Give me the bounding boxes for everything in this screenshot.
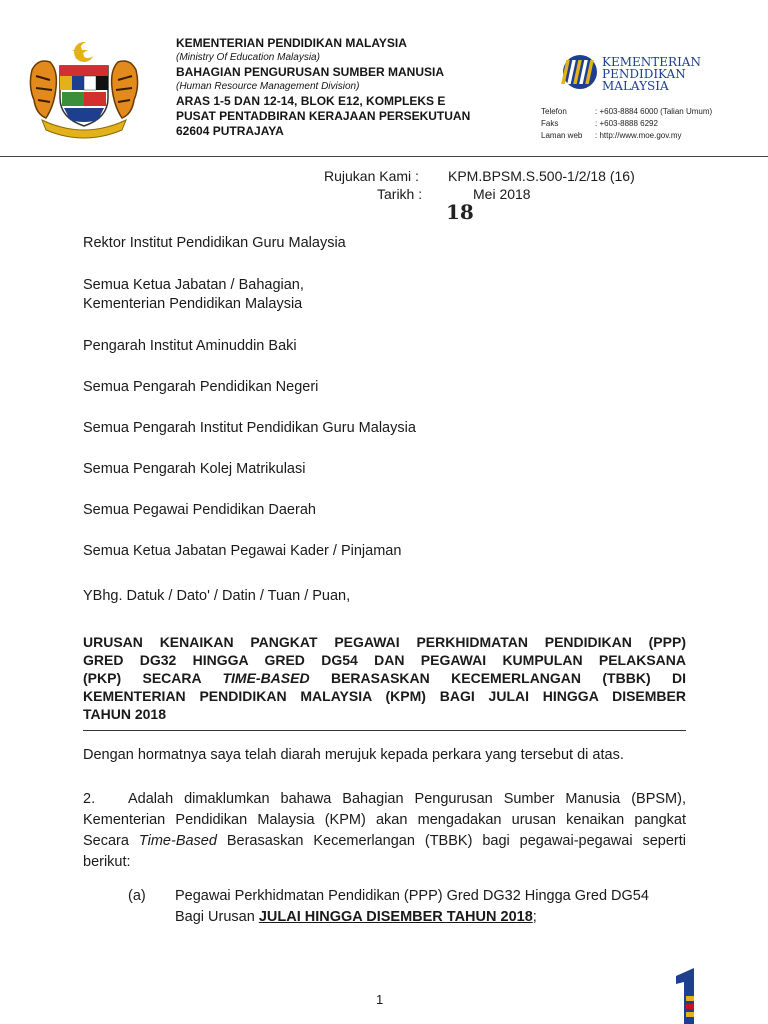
- recipient-5: Semua Pengarah Institut Pendidikan Guru Malaysia: [83, 420, 416, 436]
- subject-line-4: KEMENTERIAN PENDIDIKAN MALAYSIA (KPM) BAGI JULAI HINGGA DISEMBER: [83, 688, 686, 704]
- para2-line-4: berikut:: [83, 854, 131, 870]
- date-value: Mei 2018: [473, 186, 531, 202]
- subject-line-3-b: BERASASKAN KECEMERLANGAN (TBBK) DI: [309, 670, 686, 686]
- address-line-2: PUSAT PENTADBIRAN KERAJAAN PERSEKUTUAN: [176, 109, 471, 123]
- recipient-8: Semua Ketua Jabatan Pegawai Kader / Pinjaman: [83, 543, 402, 559]
- para2-number: 2.: [83, 791, 96, 807]
- coat-of-arms-logo: [24, 40, 144, 140]
- salutation: YBhg. Datuk / Dato' / Datin / Tuan / Puan,: [83, 588, 351, 604]
- item-a-line-2: [175, 907, 537, 928]
- division-name-english: (Human Resource Management Division): [176, 81, 360, 92]
- contact-phone-label: Telefon: [541, 107, 567, 116]
- contact-website: [541, 130, 682, 142]
- letterhead-divider: [0, 156, 768, 157]
- subject-underline: [83, 730, 686, 731]
- contact-phone-value: : +603-8884 6000 (Talian Umum): [595, 107, 713, 116]
- para2-line-1: Adalah dimaklumkan bahawa Bahagian Pengurusan Sumber Manusia (BPSM),: [128, 791, 686, 807]
- moe-logo-text-1: KEMENTERIAN: [602, 55, 701, 69]
- contact-fax-label: Faks: [541, 119, 559, 128]
- ministry-name: KEMENTERIAN PENDIDIKAN MALAYSIA: [176, 36, 407, 50]
- division-name: BAHAGIAN PENGURUSAN SUMBER MANUSIA: [176, 65, 445, 79]
- subject-line-1: URUSAN KENAIKAN PANGKAT PEGAWAI PERKHIDMATAN PENDIDIKAN (PPP): [83, 634, 686, 650]
- item-a-marker: (a): [128, 888, 146, 904]
- para2-line-3-a: Secara: [83, 833, 139, 849]
- recipient-3: Pengarah Institut Aminuddin Baki: [83, 338, 297, 354]
- contact-phone: [541, 106, 712, 118]
- moe-logo: [560, 52, 710, 98]
- date-label: Tarikh :: [377, 186, 423, 202]
- contact-website-label: Laman web: [541, 131, 583, 140]
- reference-number: KPM.BPSM.S.500-1/2/18 (16): [448, 168, 635, 184]
- recipient-2: Semua Ketua Jabatan / Bahagian,: [83, 277, 304, 293]
- item-a-line-2-a: Bagi Urusan: [175, 909, 259, 925]
- page-number: 1: [376, 992, 384, 1007]
- para2-line-3-b: Berasaskan Kecemerlangan (TBBK) bagi pegawai-pegawai seperti: [216, 833, 686, 849]
- reference-label: Rujukan Kami :: [324, 168, 419, 184]
- item-a-line-1: Pegawai Perkhidmatan Pendidikan (PPP) Gred DG32 Hingga Gred DG54: [175, 888, 649, 904]
- recipient-1: Rektor Institut Pendidikan Guru Malaysia: [83, 235, 346, 251]
- recipient-2-cont: Kementerian Pendidikan Malaysia: [83, 296, 303, 312]
- para2-line-3: [83, 831, 686, 852]
- address-line-1: ARAS 1-5 DAN 12-14, BLOK E12, KOMPLEKS E: [176, 94, 446, 108]
- recipient-7: Semua Pegawai Pendidikan Daerah: [83, 502, 316, 518]
- contact-fax-value: : +603-8888 6292: [595, 119, 658, 128]
- para2-line-2: Kementerian Pendidikan Malaysia (KPM) akan mengadakan urusan kenaikan pangkat: [83, 812, 686, 828]
- handwritten-date: 18: [446, 200, 474, 224]
- ministry-name-english: (Ministry Of Education Malaysia): [176, 52, 320, 63]
- corner-stripe-logo: [672, 966, 708, 1024]
- recipient-6: Semua Pengarah Kolej Matrikulasi: [83, 461, 306, 477]
- subject-line-3-a: (PKP) SECARA: [83, 670, 223, 686]
- recipient-4: Semua Pengarah Pendidikan Negeri: [83, 379, 319, 395]
- subject-line-3: [83, 669, 686, 687]
- moe-logo-text-2: PENDIDIKAN: [602, 67, 686, 81]
- contact-fax: [541, 118, 658, 130]
- address-line-3: 62604 PUTRAJAYA: [176, 124, 284, 138]
- item-a-period-underlined: JULAI HINGGA DISEMBER TAHUN 2018: [258, 909, 533, 925]
- item-a-line-2-b: ;: [532, 909, 537, 925]
- intro-paragraph: Dengan hormatnya saya telah diarah merujuk kepada perkara yang tersebut di atas.: [83, 747, 624, 763]
- contact-website-value: : http://www.moe.gov.my: [595, 131, 682, 140]
- moe-logo-text-3: MALAYSIA: [602, 79, 669, 93]
- subject-time-based: TIME-BASED: [222, 670, 310, 686]
- subject-line-2: GRED DG32 HINGGA GRED DG54 DAN PEGAWAI KUMPULAN PELAKSANA: [83, 652, 686, 668]
- subject-line-5: TAHUN 2018: [83, 706, 166, 722]
- para2-time-based: Time-Based: [138, 833, 217, 849]
